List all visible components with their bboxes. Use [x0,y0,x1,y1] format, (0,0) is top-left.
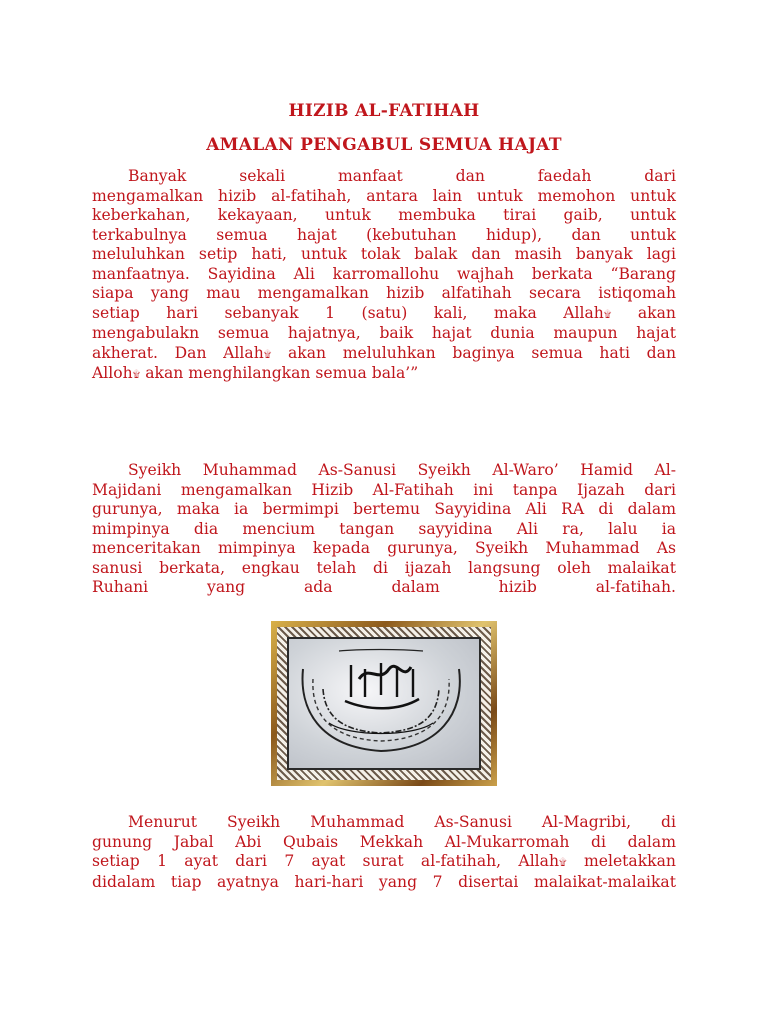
para1-line-11: Alloh۩ akan menghilangkan semua bala’” [92,364,419,382]
para2-line-4: mimpinya dia mencium tangan sayyidina Ali ra, lalu ia [92,519,676,538]
para1-line-1: Banyak sekali manfaat dan faedah dari [128,167,676,185]
swt-symbol-icon: ۩ [263,348,272,360]
para1-line-2: mengamalkan hizib al-fatihah, antara lain untuk memohon untuk [92,186,676,205]
swt-symbol-icon: ۩ [603,308,612,320]
paragraph-2 [92,461,676,598]
page-subtitle: AMALAN PENGABUL SEMUA HAJAT [206,135,562,155]
para3-line-3: setiap 1 ayat dari 7 ayat surat al-fatihah, Allah۩ meletakkan [92,852,676,870]
para1-line-9: mengabulakn semua hajatnya, baik hajat dunia maupun hajat [92,324,676,342]
para1-line-4: terkabulnya semua hajat (kebutuhan hidup), dan untuk [92,225,676,244]
para1-line-3: keberkahan, kekayaan, untuk membuka tirai gaib, untuk [92,206,676,224]
para1-line-5: meluluhkan setip hati, untuk tolak balak dan masih banyak lagi [92,245,676,263]
calligraphy-frame-image [271,621,497,786]
para2-line-7: Ruhani yang ada dalam hizib al-fatihah. [92,578,676,596]
para3-line-4: didalam tiap ayatnya hari-hari yang 7 disertai malaikat-malaikat [92,872,676,891]
calligraphy-panel [287,637,481,770]
paragraph-3 [92,813,676,892]
para3-line-1: Menurut Syeikh Muhammad As-Sanusi Al-Magribi, di [128,813,676,831]
arabic-calligraphy-icon [289,639,473,770]
para3-line-2: gunung Jabal Abi Qubais Mekkah Al-Mukarromah di dalam [92,832,676,851]
para1-line-8: setiap hari sebanyak 1 (satu) kali, maka Allah۩ akan [92,303,676,322]
para1-line-6: manfaatnya. Sayidina Ali karromallohu wajhah berkata “Barang [92,264,676,283]
para2-line-5: menceritakan mimpinya kepada gurunya, Syeikh Muhammad As [92,539,676,557]
swt-symbol-icon: ۩ [559,857,567,868]
page-title: HIZIB AL-FATIHAH [288,101,480,121]
para1-line-7: siapa yang mau mengamalkan hizib alfatihah secara istiqomah [92,284,676,302]
swt-symbol-icon: ۩ [132,369,141,380]
para2-line-2: Majidani mengamalkan Hizib Al-Fatihah ini tanpa Ijazah dari [92,480,676,499]
para1-line-10: akherat. Dan Allah۩ akan meluluhkan baginya semua hati dan [92,343,676,362]
paragraph-1 [92,167,676,385]
para2-line-3: gurunya, maka ia bermimpi bertemu Sayyidina Ali RA di dalam [92,500,676,518]
para2-line-1: Syeikh Muhammad As-Sanusi Syeikh Al-Waro’ Hamid Al- [128,461,676,479]
para2-line-6: sanusi berkata, engkau telah di ijazah langsung oleh malaikat [92,558,676,577]
